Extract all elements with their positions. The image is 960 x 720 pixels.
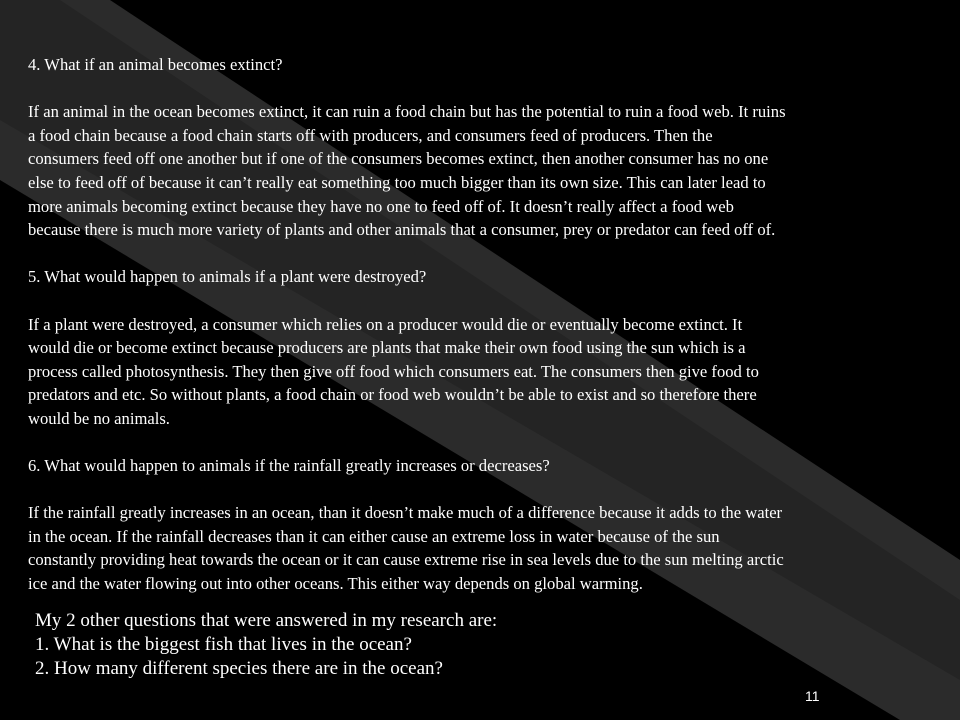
page-number: 11 <box>805 688 820 704</box>
other-question-1: 1. What is the biggest fish that lives in the ocean? <box>35 634 412 655</box>
slide-body <box>28 53 943 596</box>
answer-5: If a plant were destroyed, a consumer which relies on a producer would die or eventually become extinct. It would die or become extinct because producers are plants that make their own food using the sun which is a process called photosynthesis. They then give off food which consumers eat. The consumers then give food to predators and etc. So without plants, a food chain or food web wouldn’t be able to exist and so therefore there would be no animals. <box>28 314 759 428</box>
question-6: 6. What would happen to animals if the rainfall greatly increases or decreases? <box>28 456 550 476</box>
other-question-2: 2. How many different species there are in the ocean? <box>35 658 443 679</box>
other-questions <box>35 609 915 681</box>
answer-4: If an animal in the ocean becomes extinct, it can ruin a food chain but has the potential to ruin a food web. It ruins a food chain because a food chain starts off with producers, and consumers feed of producers. Then the consumers feed off one another but if one of the consumers becomes extinct, then another consumer has no one else to feed off of because it can’t really eat something too much bigger than its own size. This can later lead to more animals becoming extinct because they have no one to feed off of. It doesn’t really affect a food web because there is much more variety of plants and other animals that a consumer, prey or predator can feed off of. <box>28 102 786 240</box>
other-questions-intro: My 2 other questions that were answered in my research are: <box>35 610 498 631</box>
question-4: 4. What if an animal becomes extinct? <box>28 55 283 74</box>
question-5: 5. What would happen to animals if a plant were destroyed? <box>28 267 427 287</box>
answer-6: If the rainfall greatly increases in an ocean, than it doesn’t make much of a difference because it adds to the water in the ocean. If the rainfall decreases than it can either cause an extreme loss in water because of the sun constantly providing heat towards the ocean or it can cause extreme rise in sea levels due to the sun melting arctic ice and the water flowing out into other oceans. This either way depends on global warming. <box>28 503 784 594</box>
